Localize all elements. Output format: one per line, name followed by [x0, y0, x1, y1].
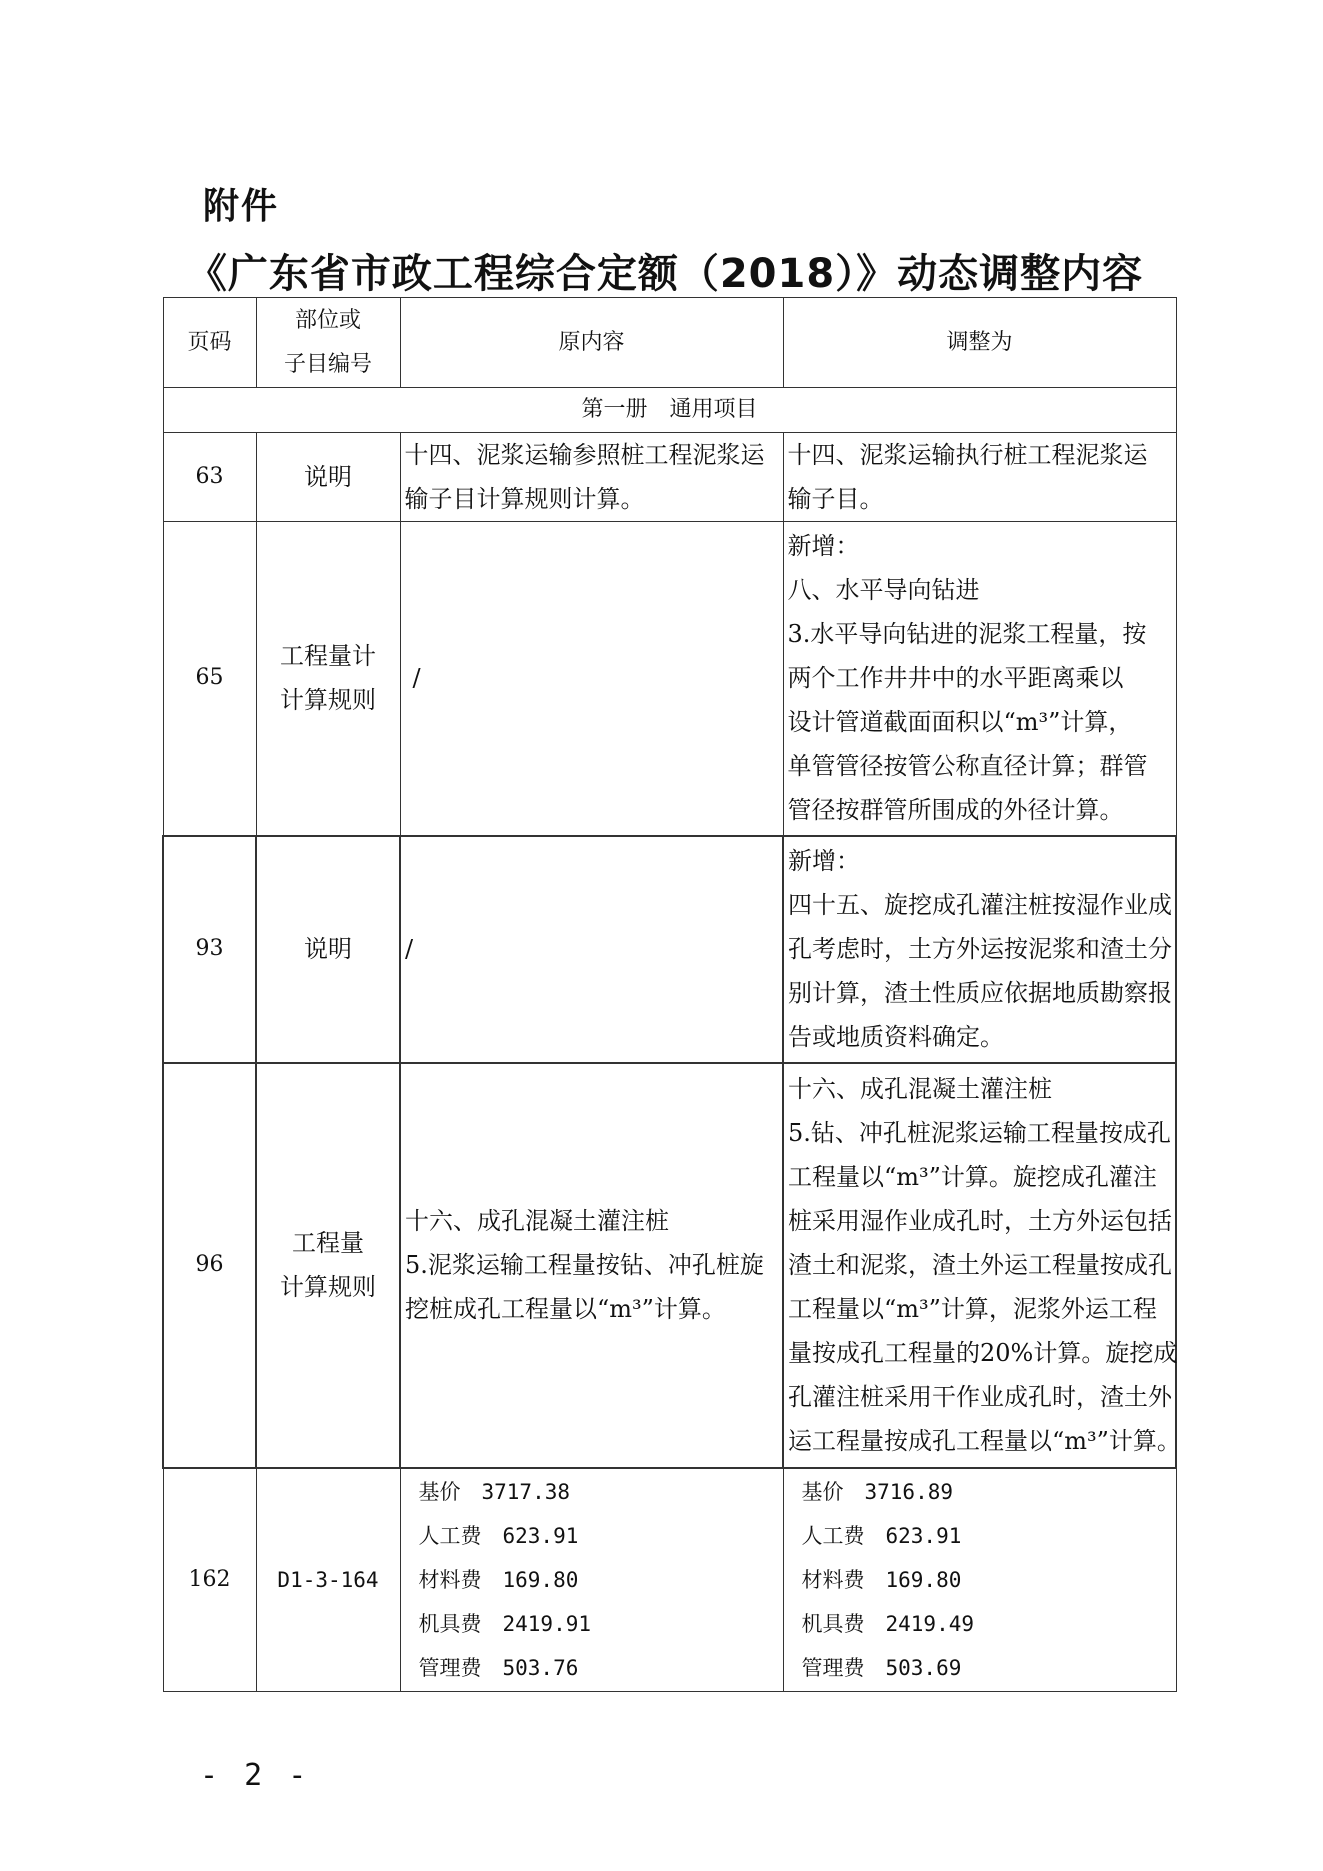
cell-line: 新增：	[787, 532, 860, 561]
row-page: 63	[163, 433, 256, 522]
table-row	[163, 1468, 1176, 1692]
header-page: 页码	[163, 298, 256, 388]
row-page: 93	[163, 836, 256, 1063]
cell-line: 计算规则	[280, 686, 376, 715]
cell-line: 挖桩成孔工程量以“m³”计算。	[405, 1295, 726, 1323]
cell-line: 输子目计算规则计算。	[404, 485, 645, 513]
header-original: 原内容	[400, 298, 783, 388]
table-row	[163, 836, 1176, 1063]
row-part	[256, 1063, 400, 1468]
cell-line: 计算规则	[280, 1273, 376, 1301]
cell-line: 十四、泥浆运输参照桩工程泥浆运	[404, 441, 765, 469]
cell-line: 新增：	[788, 847, 860, 875]
attachment-label: 附件	[203, 186, 280, 227]
cell-line: 八、水平导向钻进	[787, 576, 980, 605]
row-page: 65	[163, 522, 256, 836]
row-adjusted	[783, 836, 1176, 1063]
row-adjusted	[783, 433, 1176, 522]
row-adjusted	[783, 1063, 1181, 1468]
table-row	[163, 1063, 1176, 1468]
cell-line: 十六、成孔混凝土灌注桩	[405, 1207, 669, 1235]
cell-line: 基价 3717.38	[418, 1479, 571, 1504]
row-original	[400, 522, 783, 836]
adjustment-table	[162, 297, 1181, 1692]
cell-line: 输子目。	[787, 485, 884, 513]
cell-line: 运工程量按成孔工程量以“m³”计算。	[788, 1427, 1181, 1455]
cell-line: 机具费 2419.49	[801, 1611, 975, 1636]
cell-line: 两个工作井井中的水平距离乘以	[787, 664, 1124, 693]
header-part-line1: 部位或	[294, 307, 361, 333]
cell-line: 说明	[304, 463, 352, 491]
cell-line: 基价 3716.89	[801, 1479, 954, 1504]
cell-line: 说明	[304, 935, 352, 963]
document-title: 《广东省市政工程综合定额（2018）》动态调整内容	[186, 251, 1144, 297]
cell-line: 工程量以“m³”计算，泥浆外运工程	[788, 1295, 1157, 1323]
row-adjusted	[783, 522, 1176, 836]
cell-line: 渣土和泥浆，渣土外运工程量按成孔	[788, 1251, 1172, 1279]
row-original	[400, 836, 783, 1063]
row-adjusted	[783, 1468, 1176, 1692]
table-row	[163, 522, 1176, 836]
section-title: 第一册 通用项目	[163, 388, 1176, 433]
section-row	[163, 388, 1176, 433]
cell-line: 3.水平导向钻进的泥浆工程量，按	[787, 620, 1147, 649]
cell-line: 别计算，渣土性质应依据地质勘察报	[788, 979, 1172, 1007]
row-original	[400, 1468, 783, 1692]
cell-line: 机具费 2419.91	[418, 1611, 592, 1636]
cell-line: /	[412, 664, 421, 693]
cell-line: 告或地质资料确定。	[788, 1023, 1004, 1051]
header-row	[163, 298, 1176, 388]
cell-line: D1-3-164	[277, 1567, 379, 1592]
cell-line: 管理费 503.69	[801, 1655, 962, 1680]
cell-line: 材料费 169.80	[801, 1567, 962, 1592]
cell-line: 5.钻、冲孔桩泥浆运输工程量按成孔	[788, 1119, 1171, 1147]
cell-line: 量按成孔工程量的20%计算。旋挖成	[788, 1339, 1178, 1367]
row-part	[256, 836, 400, 1063]
row-original	[400, 433, 783, 522]
cell-line: 人工费 623.91	[418, 1523, 579, 1548]
row-part	[256, 1468, 400, 1692]
header-part-line2: 子目编号	[283, 351, 372, 377]
row-part	[256, 433, 400, 522]
page-number: - 2 -	[200, 1758, 311, 1793]
header-part	[256, 298, 400, 388]
cell-line: 5.泥浆运输工程量按钻、冲孔桩旋	[405, 1251, 764, 1279]
table-row	[163, 433, 1176, 522]
cell-line: 管理费 503.76	[418, 1655, 579, 1680]
row-part	[256, 522, 400, 836]
cell-line: 桩采用湿作业成孔时，土方外运包括	[788, 1207, 1172, 1235]
row-page: 96	[163, 1063, 256, 1468]
header-adjusted: 调整为	[783, 298, 1176, 388]
cell-line: 管径按群管所围成的外径计算。	[787, 796, 1124, 825]
cell-line: 孔考虑时，土方外运按泥浆和渣土分	[788, 935, 1172, 963]
cell-line: 孔灌注桩采用干作业成孔时，渣土外	[788, 1383, 1172, 1411]
cell-line: 材料费 169.80	[418, 1567, 579, 1592]
cell-line: 人工费 623.91	[801, 1523, 962, 1548]
row-page: 162	[163, 1468, 256, 1692]
cell-line: 十四、泥浆运输执行桩工程泥浆运	[787, 441, 1148, 469]
cell-line: 四十五、旋挖成孔灌注桩按湿作业成	[788, 891, 1172, 919]
cell-line: 工程量计	[280, 642, 376, 671]
cell-line: 设计管道截面面积以“m³”计算，	[787, 708, 1133, 737]
cell-line: 十六、成孔混凝土灌注桩	[788, 1075, 1052, 1103]
cell-line: /	[405, 935, 414, 963]
row-original	[400, 1063, 783, 1468]
cell-line: 工程量以“m³”计算。旋挖成孔灌注	[788, 1163, 1157, 1191]
cell-line: 单管管径按管公称直径计算；群管	[787, 752, 1148, 781]
cell-line: 工程量	[292, 1229, 364, 1257]
